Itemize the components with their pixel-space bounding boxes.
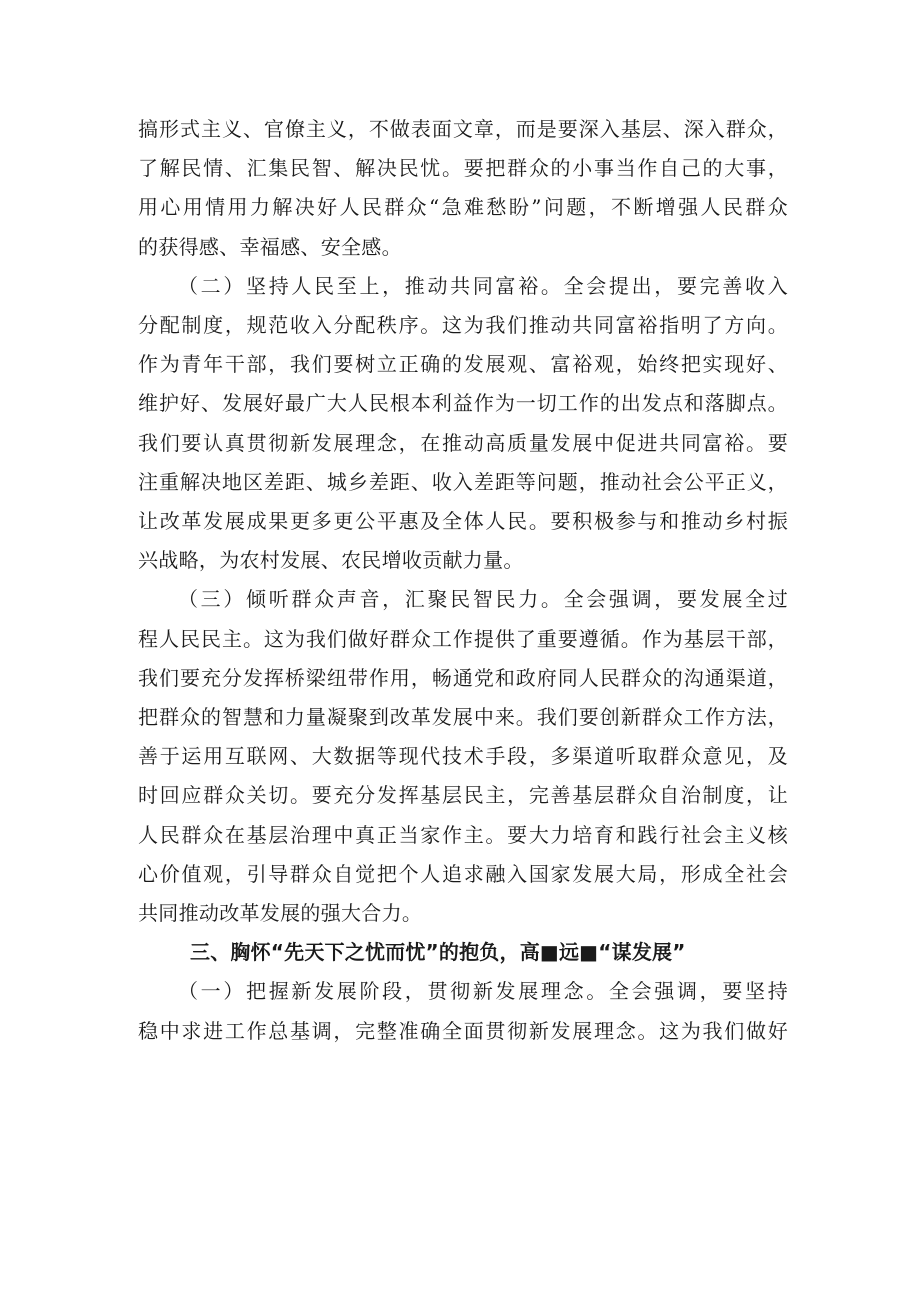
text-line: 善于运用互联网、大数据等现代技术手段，多渠道听取群众意见，及 bbox=[138, 744, 788, 769]
text-line: 人民群众在基层治理中真正当家作主。要大力培育和践行社会主义核 bbox=[138, 822, 788, 847]
paragraph-continuation bbox=[138, 110, 788, 267]
text-line: 共同推动改革发展的强大合力。 bbox=[138, 901, 423, 926]
paragraph-section-2 bbox=[138, 267, 788, 581]
text-line: 分配制度，规范收入分配秩序。这为我们推动共同富裕指明了方向。 bbox=[138, 313, 788, 338]
document-body bbox=[138, 110, 788, 1051]
text-line: （二）坚持人民至上，推动共同富裕。全会提出，要完善收入 bbox=[178, 273, 788, 298]
text-line: 心价值观，引导群众自觉把个人追求融入国家发展大局，形成全社会 bbox=[138, 861, 788, 886]
text-line: （三）倾听群众声音，汇聚民智民力。全会强调，要发展全过 bbox=[178, 587, 788, 612]
text-line: 程人民民主。这为我们做好群众工作提供了重要遵循。作为基层干部， bbox=[138, 626, 788, 651]
paragraph-section-3 bbox=[138, 580, 788, 933]
text-line: 把群众的智慧和力量凝聚到改革发展中来。我们要创新群众工作方法， bbox=[138, 705, 788, 730]
text-line: 搞形式主义、官僚主义，不做表面文章，而是要深入基层、深入群众， bbox=[138, 117, 788, 141]
text-line: 兴战略，为农村发展、农民增收贡献力量。 bbox=[138, 548, 524, 573]
section-heading: 三、胸怀“先天下之忧而忧”的抱负，高■远■“谋发展” bbox=[190, 940, 686, 965]
text-line: 维护好、发展好最广大人民根本利益作为一切工作的出发点和落脚点。 bbox=[138, 391, 788, 416]
text-line: 让改革发展成果更多更公平惠及全体人民。要积极参与和推动乡村振 bbox=[138, 509, 788, 534]
text-line: 用心用情用力解决好人民群众“急难愁盼”问题，不断增强人民群众 bbox=[138, 195, 788, 220]
text-line: 作为青年干部，我们要树立正确的发展观、富裕观，始终把实现好、 bbox=[138, 352, 788, 377]
text-line: 时回应群众关切。要充分发挥基层民主，完善基层群众自治制度，让 bbox=[138, 783, 788, 808]
text-line: （一）把握新发展阶段，贯彻新发展理念。全会强调，要坚持 bbox=[178, 979, 788, 1004]
text-line: 稳中求进工作总基调，完整准确全面贯彻新发展理念。这为我们做好 bbox=[138, 1018, 788, 1043]
text-line: 我们要认真贯彻新发展理念，在推动高质量发展中促进共同富裕。要 bbox=[138, 430, 788, 455]
text-line: 了解民情、汇集民智、解决民忧。要把群众的小事当作自己的大事， bbox=[138, 156, 788, 181]
text-line: 的获得感、幸福感、安全感。 bbox=[138, 234, 402, 259]
text-line: 我们要充分发挥桥梁纽带作用，畅通党和政府同人民群众的沟通渠道， bbox=[138, 665, 788, 690]
text-line: 注重解决地区差距、城乡差距、收入差距等问题，推动社会公平正义， bbox=[138, 469, 788, 494]
paragraph-subsection-1 bbox=[138, 972, 788, 1050]
